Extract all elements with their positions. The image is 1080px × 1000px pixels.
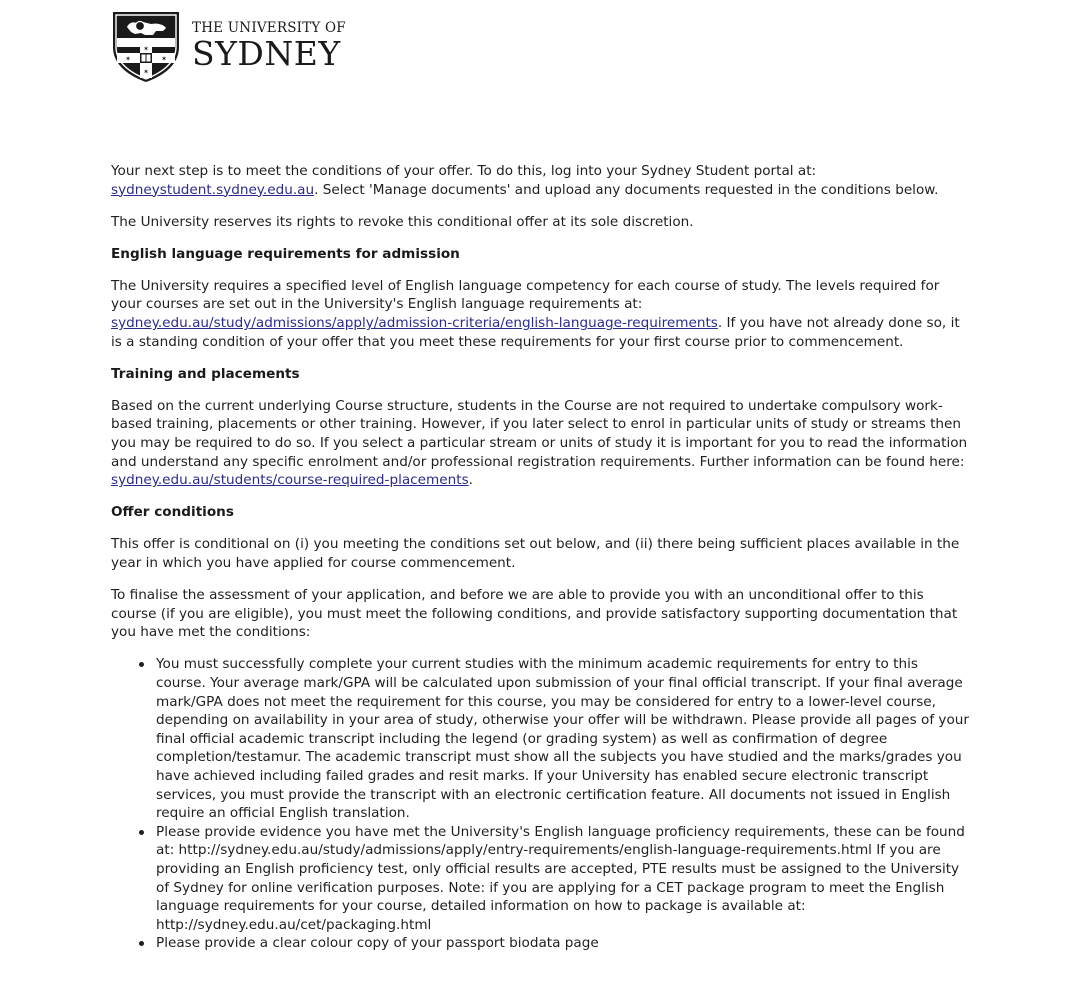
next-step-text: Your next step is to meet the conditions of your offer. To do this, log into your Sydney Student portal at:	[111, 163, 817, 179]
offer-letter-body	[111, 162, 971, 953]
english-requirements-link[interactable]: sydney.edu.au/study/admissions/apply/admission-criteria/english-language-requirements	[111, 315, 718, 332]
letterhead	[111, 9, 346, 83]
english-requirements-text-after: . If you have not already done so, it is a standing condition of your offer that you meet these requirements for your first course prior to commencement.	[111, 315, 960, 350]
next-step-paragraph	[111, 162, 971, 199]
training-placements-text: Based on the current underlying Course structure, students in the Course are not required to undertake compulsory work-based training, placements or other training. However, if you later select to enrol in particular units of study or streams then you may be required to do so. If you select a particular stream or units of study it is important for you to read the information and understand any specific enrolment and/or professional registration requirements. Further information can be found here:	[111, 397, 968, 470]
course-required-placements-link[interactable]: sydney.edu.au/students/course-required-placements	[111, 472, 469, 489]
training-placements-heading: Training and placements	[111, 365, 300, 382]
training-placements-text-after: .	[468, 472, 473, 489]
svg-text:✶: ✶	[125, 55, 131, 63]
condition-item-english-proficiency: Please provide evidence you have met the University's English language proficiency requirements, these can be found at: http://sydney.edu.au/study/admissions/apply/entry-requirements/english-language-requirements.html If you are providing an English proficiency test, only official results are accepted, PTE results must be assigned to the University of Sydney for online verification purposes. Note: if you are applying for a CET package program to meet the English language requirements for your course, detailed information on how to package is available at: http://sydney.edu.au/cet/packaging.html	[156, 823, 971, 935]
svg-text:✶: ✶	[143, 68, 149, 76]
sydney-student-portal-link[interactable]: sydneystudent.sydney.edu.au	[111, 181, 315, 198]
offer-conditions-heading: Offer conditions	[111, 504, 234, 521]
wordmark-line2: SYDNEY	[192, 33, 341, 73]
condition-item-academic-transcript: You must successfully complete your current studies with the minimum academic requirements for entry to this course. Your average mark/GPA will be calculated upon submission of your final official transcript. If your final average mark/GPA does not meet the requirement for this course, you may be considered for entry to a lower-level course, depending on availability in your area of study, otherwise your offer will be withdrawn. Please provide all pages of your final official academic transcript including the legend (or grading system) as well as confirmation of degree completion/testamur. The academic transcript must show all the subjects you have studied and the marks/grades you have achieved including failed grades and resit marks. If your University has enabled secure electronic transcript services, you must provide the transcript with an electronic certification feature. All documents not issued in English require an official English translation.	[156, 656, 969, 822]
wordmark-line1: THE UNIVERSITY OF	[192, 20, 346, 36]
svg-text:✶: ✶	[143, 45, 149, 53]
training-placements-paragraph	[111, 397, 971, 490]
university-crest-icon	[111, 9, 181, 83]
university-wordmark	[192, 20, 346, 73]
english-requirements-text: The University requires a specified level of English language competency for each course of study. The levels required for your courses are set out in the University's English language requirements at:	[111, 277, 940, 313]
conditions-list	[111, 655, 971, 953]
finalise-assessment-paragraph: To finalise the assessment of your application, and before we are able to provide you with an unconditional offer to this course (if you are eligible), you must meet the following conditions, and provide satisfactory supporting documentation that you have met the conditions:	[111, 587, 958, 641]
svg-text:✶: ✶	[161, 55, 167, 63]
revoke-rights-paragraph: The University reserves its rights to revoke this conditional offer at its sole discretion.	[111, 213, 694, 230]
next-step-text-after: . Select 'Manage documents' and upload any documents requested in the conditions below.	[314, 181, 939, 198]
condition-item-passport: Please provide a clear colour copy of your passport biodata page	[156, 934, 971, 953]
offer-conditional-paragraph: This offer is conditional on (i) you meeting the conditions set out below, and (ii) there being sufficient places available in the year in which you have applied for course commencement.	[111, 536, 960, 571]
english-requirements-paragraph	[111, 277, 971, 351]
english-requirements-heading: English language requirements for admission	[111, 245, 460, 262]
